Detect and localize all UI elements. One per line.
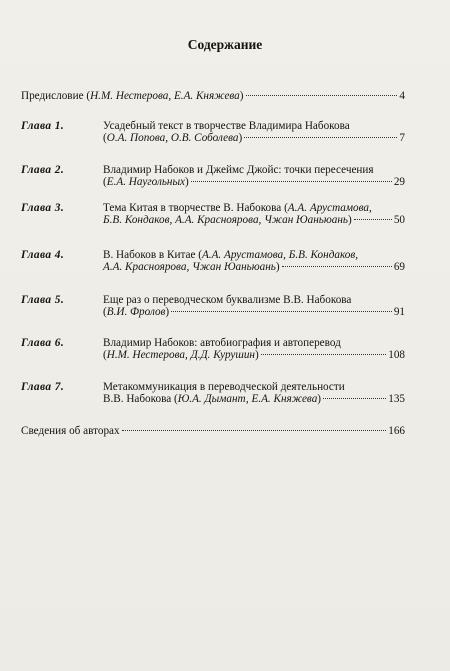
chapter-title: Еще раз о переводческом буквализме В.В. Набокова: [103, 294, 352, 306]
chapter-title: В. Набоков в Китае: [103, 249, 196, 261]
chapter-label: Глава 1.: [21, 120, 65, 132]
chapter-authors: А.А. Арустамова,: [287, 202, 372, 214]
chapter-authors: А.А. Арустамова, Б.В. Кондаков,: [201, 249, 359, 261]
chapter-label: Глава 3.: [21, 202, 65, 214]
dot-leader: [122, 430, 387, 431]
dot-leader: [171, 311, 392, 312]
toc-entry-chapter-5: Глава 5. Еще раз о переводческом буквализме В.В. Набокова ( В.И. Фролов ) 91: [21, 294, 405, 318]
dot-leader: [354, 219, 392, 220]
toc-entry-chapter-3: Глава 3. Тема Китая в творчестве В. Набокова (А.А. Арустамова, Б.В. Кондаков, А.А. Краснояровa, Чжан Юаньюань ) 50: [21, 202, 405, 226]
chapter-label: Глава 4.: [21, 249, 65, 261]
chapter-title-cont: В.В. Набокова: [103, 393, 172, 405]
chapter-authors: Н.М. Нестерова, Д.Д. Курушин: [106, 349, 255, 361]
page-number: 7: [399, 132, 405, 144]
page-number: 4: [399, 90, 405, 102]
chapter-authors-cont: Б.В. Кондаков, А.А. Краснояровa, Чжан Юаньюань: [103, 214, 348, 226]
page-number: 135: [388, 393, 405, 405]
chapter-authors-cont: А.А. Краснояровa, Чжан Юаньюань: [103, 261, 276, 273]
page-number: 108: [388, 349, 405, 361]
chapter-label: Глава 7.: [21, 381, 65, 393]
toc-entry-chapter-1: Глава 1. Усадебный текст в творчестве Владимира Набокова ( О.А. Попова, О.В. Соболева ) 7: [21, 120, 405, 144]
chapter-authors: В.И. Фролов: [106, 306, 166, 318]
page-number: 50: [393, 214, 405, 226]
chapter-title: Владимир Набоков и Джеймс Джойс: точки пересечения: [103, 164, 374, 176]
page-number: 91: [393, 306, 405, 318]
chapter-label: Глава 2.: [21, 164, 65, 176]
dot-leader: [282, 266, 392, 267]
preface-label: Предисловие: [21, 90, 84, 102]
chapter-title: Метакоммуникация в переводческой деятельности: [103, 381, 345, 393]
page-number: 69: [393, 261, 405, 273]
chapter-label: Глава 5.: [21, 294, 65, 306]
toc-entry-chapter-7: Глава 7. Метакоммуникация в переводческой деятельности В.В. Набокова ( Ю.А. Дымант, Е.А. Княжева ) 135: [21, 381, 405, 405]
chapter-authors: О.А. Попова, О.В. Соболева: [106, 132, 239, 144]
chapter-title: Тема Китая в творчестве В. Набокова: [103, 202, 282, 214]
chapter-title: Усадебный текст в творчестве Владимира Набокова: [103, 120, 350, 132]
preface-authors: Н.М. Нестерова, Е.А. Княжева: [90, 90, 240, 102]
authors-info-label: Сведения об авторах: [21, 425, 120, 437]
dot-leader: [246, 95, 398, 96]
dot-leader: [261, 354, 387, 355]
toc-entry-chapter-6: Глава 6. Владимир Набоков: автобиография и автоперевод ( Н.М. Нестерова, Д.Д. Курушин ) 108: [21, 337, 405, 361]
toc-entry-chapter-2: Глава 2. Владимир Набоков и Джеймс Джойс: точки пересечения ( Е.А. Наугольных ) 29: [21, 164, 405, 188]
toc-entry-authors-info: [21, 425, 405, 437]
dot-leader: [191, 181, 392, 182]
page-title: Содержание: [187, 37, 263, 52]
toc-entry-preface: Предисловие ( Н.М. Нестерова, Е.А. Княжева ) 4: [21, 90, 405, 102]
chapter-authors: Е.А. Наугольных: [106, 176, 186, 188]
chapter-title: Владимир Набоков: автобиография и автоперевод: [103, 337, 341, 349]
toc-entry-chapter-4: Глава 4. В. Набоков в Китае (А.А. Арустамова, Б.В. Кондаков, А.А. Краснояровa, Чжан Юаньюань ) 69: [21, 249, 405, 273]
dot-leader: [323, 398, 386, 399]
page-number: 29: [393, 176, 405, 188]
chapter-label: Глава 6.: [21, 337, 65, 349]
dot-leader: [244, 137, 397, 138]
page-number: 166: [388, 425, 405, 437]
chapter-authors: Ю.А. Дымант, Е.А. Княжева: [177, 393, 318, 405]
